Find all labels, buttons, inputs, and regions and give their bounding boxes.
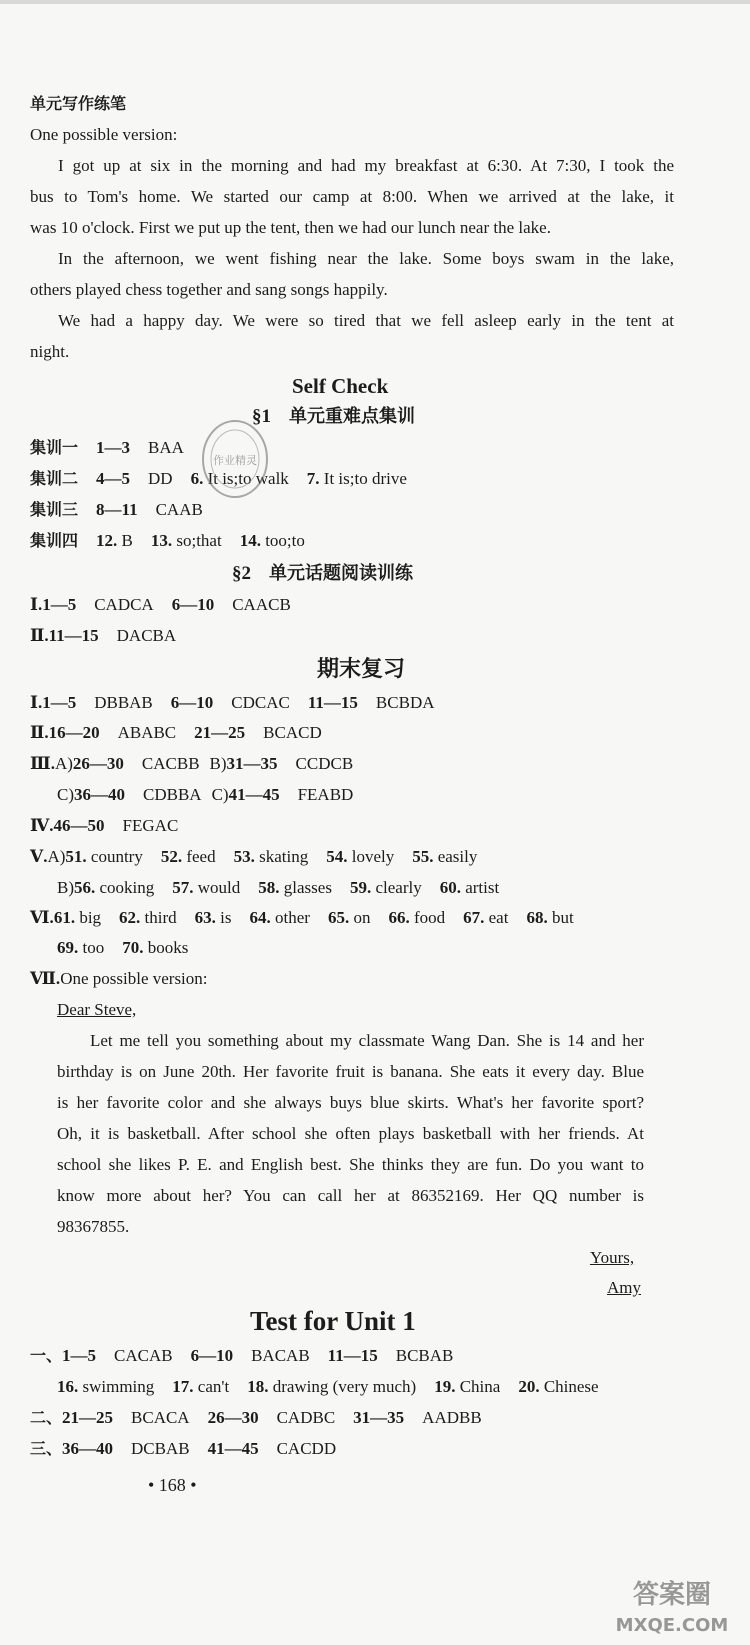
row-answer: CACAB — [114, 1346, 173, 1365]
row-answer: CCDCB — [295, 754, 354, 773]
row-range: 31—35 — [226, 754, 278, 773]
row-answer: CAACB — [232, 595, 291, 614]
row-range: 21—25 — [62, 1408, 114, 1427]
row-range: 36—40 — [74, 785, 125, 804]
row-range: 11—15 — [327, 1346, 378, 1365]
row-range: 41—45 — [207, 1439, 259, 1458]
item-answer: Chinese — [543, 1377, 599, 1396]
row-range: 6—10 — [170, 693, 214, 712]
item-answer: It is;to walk — [207, 469, 289, 488]
item-number: 69. — [57, 938, 79, 957]
item-answer: B — [121, 531, 133, 550]
item-number: 51. — [65, 847, 87, 866]
row-range: 26—30 — [207, 1408, 259, 1427]
item-number: 67. — [463, 908, 485, 927]
row-answer: DACBA — [116, 626, 177, 645]
item-answer: easily — [437, 847, 478, 866]
final-review-title: 期末复习 — [317, 657, 406, 682]
writing-line-4: In the afternoon, we went fishing near the lake. Some boys swam in the lake, — [58, 249, 674, 268]
item-number: 20. — [518, 1377, 540, 1396]
row-answer: BCACA — [131, 1408, 190, 1427]
item-number: 58. — [258, 878, 280, 897]
letter-line-1: Let me tell you something about my classmate Wang Dan. She is 14 and her — [90, 1031, 644, 1050]
item-number: 64. — [249, 908, 271, 927]
item-answer: so;that — [176, 531, 222, 550]
row-range: 4—5 — [96, 469, 131, 488]
part-number: Ⅱ. — [30, 626, 49, 645]
watermark-line-2: MXQE.COM — [615, 1615, 729, 1636]
top-border — [0, 0, 750, 4]
letter-line-7: 98367855. — [57, 1217, 130, 1236]
row-answer: DCBAB — [131, 1439, 190, 1458]
test-unit1-title: Test for Unit 1 — [250, 1306, 416, 1336]
row-answer: CACDD — [276, 1439, 337, 1458]
item-answer: food — [413, 908, 446, 927]
item-number: 14. — [239, 531, 261, 550]
item-answer: would — [197, 878, 241, 897]
row-range: 11—15 — [307, 693, 358, 712]
part-number: 二、 — [30, 1408, 63, 1427]
page-number: • 168 • — [148, 1475, 197, 1495]
item-number: 18. — [247, 1377, 269, 1396]
item-number: 66. — [388, 908, 410, 927]
test-row-4 — [30, 1438, 336, 1460]
row-range: 1—5 — [62, 1346, 97, 1365]
self-check-title: Self Check — [292, 374, 389, 398]
fr-part-1 — [30, 692, 435, 714]
row-range: 41—45 — [228, 785, 280, 804]
fr-part-5a — [30, 846, 477, 868]
item-answer: country — [90, 847, 143, 866]
part-number: 一、 — [30, 1346, 63, 1365]
row-answer: DBBAB — [94, 693, 153, 712]
row-answer: FEABD — [297, 785, 354, 804]
fr-part-7 — [30, 968, 208, 990]
s1-title: 单元重难点集训 — [289, 406, 415, 427]
row-answer: CADCA — [94, 595, 154, 614]
item-answer: skating — [259, 847, 309, 866]
item-number: 12. — [96, 531, 118, 550]
row-answer: ABABC — [117, 723, 177, 742]
letter-greeting: Dear Steve, — [57, 1000, 137, 1019]
row-range: 6—10 — [190, 1346, 234, 1365]
row-answer: BACAB — [251, 1346, 310, 1365]
item-answer: can't — [197, 1377, 230, 1396]
item-number: 19. — [434, 1377, 456, 1396]
item-answer: It is;to drive — [323, 469, 407, 488]
row-range: 1—3 — [96, 438, 131, 457]
item-number: 70. — [122, 938, 144, 957]
item-number: 52. — [160, 847, 183, 866]
row-range: 1—5 — [42, 693, 77, 712]
fr-part-2 — [30, 722, 322, 744]
fr-part-6a — [30, 907, 574, 929]
row-range: 11—15 — [48, 626, 99, 645]
watermark-line-1: 答案圈 — [632, 1580, 712, 1610]
s2-title: 单元话题阅读训练 — [269, 563, 413, 584]
letter-intro: One possible version: — [60, 969, 208, 988]
item-answer: is — [220, 908, 232, 927]
item-number: 68. — [526, 908, 548, 927]
part-number: Ⅵ. — [30, 908, 54, 927]
row-range: 16—20 — [48, 723, 100, 742]
item-number: 56. — [74, 878, 96, 897]
letter-line-4: Oh, it is basketball. After school she often plays basketball with her friends. At — [57, 1124, 644, 1143]
letter-closing: Yours, — [590, 1248, 635, 1267]
item-answer: too — [82, 938, 105, 957]
item-answer: China — [459, 1377, 501, 1396]
item-answer: third — [144, 908, 177, 927]
part-number: Ⅰ. — [30, 595, 43, 614]
part-number: Ⅲ. — [30, 754, 55, 773]
s1-heading — [252, 406, 415, 428]
item-answer: drawing (very much) — [272, 1377, 417, 1396]
item-number: 65. — [327, 908, 350, 927]
row-label: 集训二 — [30, 469, 79, 488]
watermark-logo-icon — [602, 1571, 742, 1641]
test-row-2 — [57, 1376, 599, 1398]
item-answer: but — [551, 908, 574, 927]
writing-line-6: We had a happy day. We were so tired that we fell asleep early in the tent at — [58, 311, 674, 330]
part-number: Ⅰ. — [30, 693, 43, 712]
subpart-label: A) — [54, 754, 73, 773]
item-number: 60. — [439, 878, 461, 897]
row-answer: DD — [148, 469, 173, 488]
part-number: Ⅱ. — [30, 723, 49, 742]
row-label: 集训四 — [30, 531, 79, 550]
item-answer: lovely — [351, 847, 395, 866]
row-answer: FEGAC — [122, 816, 179, 835]
writing-line-3: was 10 o'clock. First we put up the tent, then we had our lunch near the lake. — [30, 218, 551, 237]
fr-part-5b — [57, 877, 499, 899]
writing-heading: 单元写作练笔 — [30, 94, 127, 113]
letter-line-2: birthday is on June 20th. Her favorite fruit is banana. She eats it every day. Blue — [57, 1062, 644, 1081]
letter-signature: Amy — [607, 1278, 641, 1297]
item-answer: swimming — [82, 1377, 155, 1396]
item-answer: artist — [465, 878, 500, 897]
writing-intro: One possible version: — [30, 125, 178, 144]
fr-part-3a — [30, 753, 353, 775]
part-number: 三、 — [30, 1439, 63, 1458]
s2-heading — [232, 563, 413, 585]
item-number: 63. — [194, 908, 216, 927]
item-number: 59. — [349, 878, 372, 897]
stamp-text: 作业精灵 — [213, 454, 257, 467]
subpart-label: B) — [209, 754, 227, 773]
item-number: 17. — [172, 1377, 194, 1396]
row-answer: CACBB — [141, 754, 200, 773]
s1-row-4 — [30, 530, 305, 552]
row-range: 31—35 — [353, 1408, 405, 1427]
fr-part-6b — [57, 937, 188, 959]
item-number: 61. — [53, 908, 76, 927]
item-answer: on — [353, 908, 371, 927]
item-number: 13. — [150, 531, 173, 550]
subpart-label: B) — [57, 878, 74, 897]
row-range: 36—40 — [62, 1439, 114, 1458]
row-answer: BCACD — [263, 723, 322, 742]
row-answer: CADBC — [276, 1408, 336, 1427]
row-answer: BCBAB — [395, 1346, 454, 1365]
stamp-seal-icon — [200, 418, 270, 500]
item-number: 53. — [233, 847, 255, 866]
s2-mark: §2 — [232, 563, 251, 584]
subpart-label: C) — [57, 785, 74, 804]
part-number: Ⅴ. — [30, 847, 48, 866]
part-number: Ⅶ. — [30, 969, 61, 988]
item-answer: other — [275, 908, 310, 927]
row-range: 46—50 — [53, 816, 105, 835]
row-range: 8—11 — [96, 500, 138, 519]
s2-row-1 — [30, 594, 291, 616]
row-answer: CDCAC — [231, 693, 290, 712]
item-answer: books — [147, 938, 189, 957]
subpart-label: C) — [211, 785, 229, 804]
part-number: Ⅳ. — [30, 816, 54, 835]
row-answer: AADBB — [422, 1408, 482, 1427]
subpart-label: A) — [47, 847, 66, 866]
item-answer: eat — [488, 908, 509, 927]
row-label: 集训一 — [30, 438, 79, 457]
row-answer: BCBDA — [375, 693, 435, 712]
item-number: 54. — [326, 847, 348, 866]
letter-line-3: is her favorite color and she always buys blue skirts. What's her favorite sport? — [57, 1093, 644, 1112]
item-answer: clearly — [375, 878, 422, 897]
item-number: 16. — [57, 1377, 79, 1396]
writing-line-7: night. — [30, 342, 70, 361]
item-number: 62. — [119, 908, 141, 927]
s1-row-3 — [30, 499, 203, 521]
s2-row-2 — [30, 625, 176, 647]
fr-part-4 — [30, 815, 178, 837]
row-label: 集训三 — [30, 500, 79, 519]
row-range: 21—25 — [194, 723, 246, 742]
row-range: 1—5 — [42, 595, 77, 614]
item-number: 6. — [190, 469, 204, 488]
test-row-3 — [30, 1407, 482, 1429]
item-answer: big — [79, 908, 102, 927]
writing-line-1: I got up at six in the morning and had my breakfast at 6:30. At 7:30, I took the — [58, 156, 674, 175]
s1-row-1 — [30, 437, 184, 459]
test-row-1 — [30, 1345, 453, 1367]
s1-mark: §1 — [252, 406, 271, 427]
writing-line-2: bus to Tom's home. We started our camp at 8:00. When we arrived at the lake, it — [30, 187, 674, 206]
item-number: 57. — [172, 878, 194, 897]
fr-part-3b — [57, 784, 353, 806]
item-answer: too;to — [265, 531, 305, 550]
item-number: 55. — [412, 847, 434, 866]
row-answer: CDBBA — [143, 785, 202, 804]
item-answer: cooking — [99, 878, 155, 897]
row-answer: BAA — [148, 438, 184, 457]
item-answer: feed — [186, 847, 216, 866]
row-range: 6—10 — [171, 595, 215, 614]
letter-line-5: school she likes P. E. and English best. She thinks they are fun. Do you want to — [57, 1155, 644, 1174]
item-number: 7. — [306, 469, 320, 488]
row-answer: CAAB — [155, 500, 203, 519]
item-answer: glasses — [283, 878, 332, 897]
writing-line-5: others played chess together and sang songs happily. — [30, 280, 388, 299]
row-range: 26—30 — [72, 754, 124, 773]
letter-line-6: know more about her? You can call her at 86352169. Her QQ number is — [57, 1186, 644, 1205]
